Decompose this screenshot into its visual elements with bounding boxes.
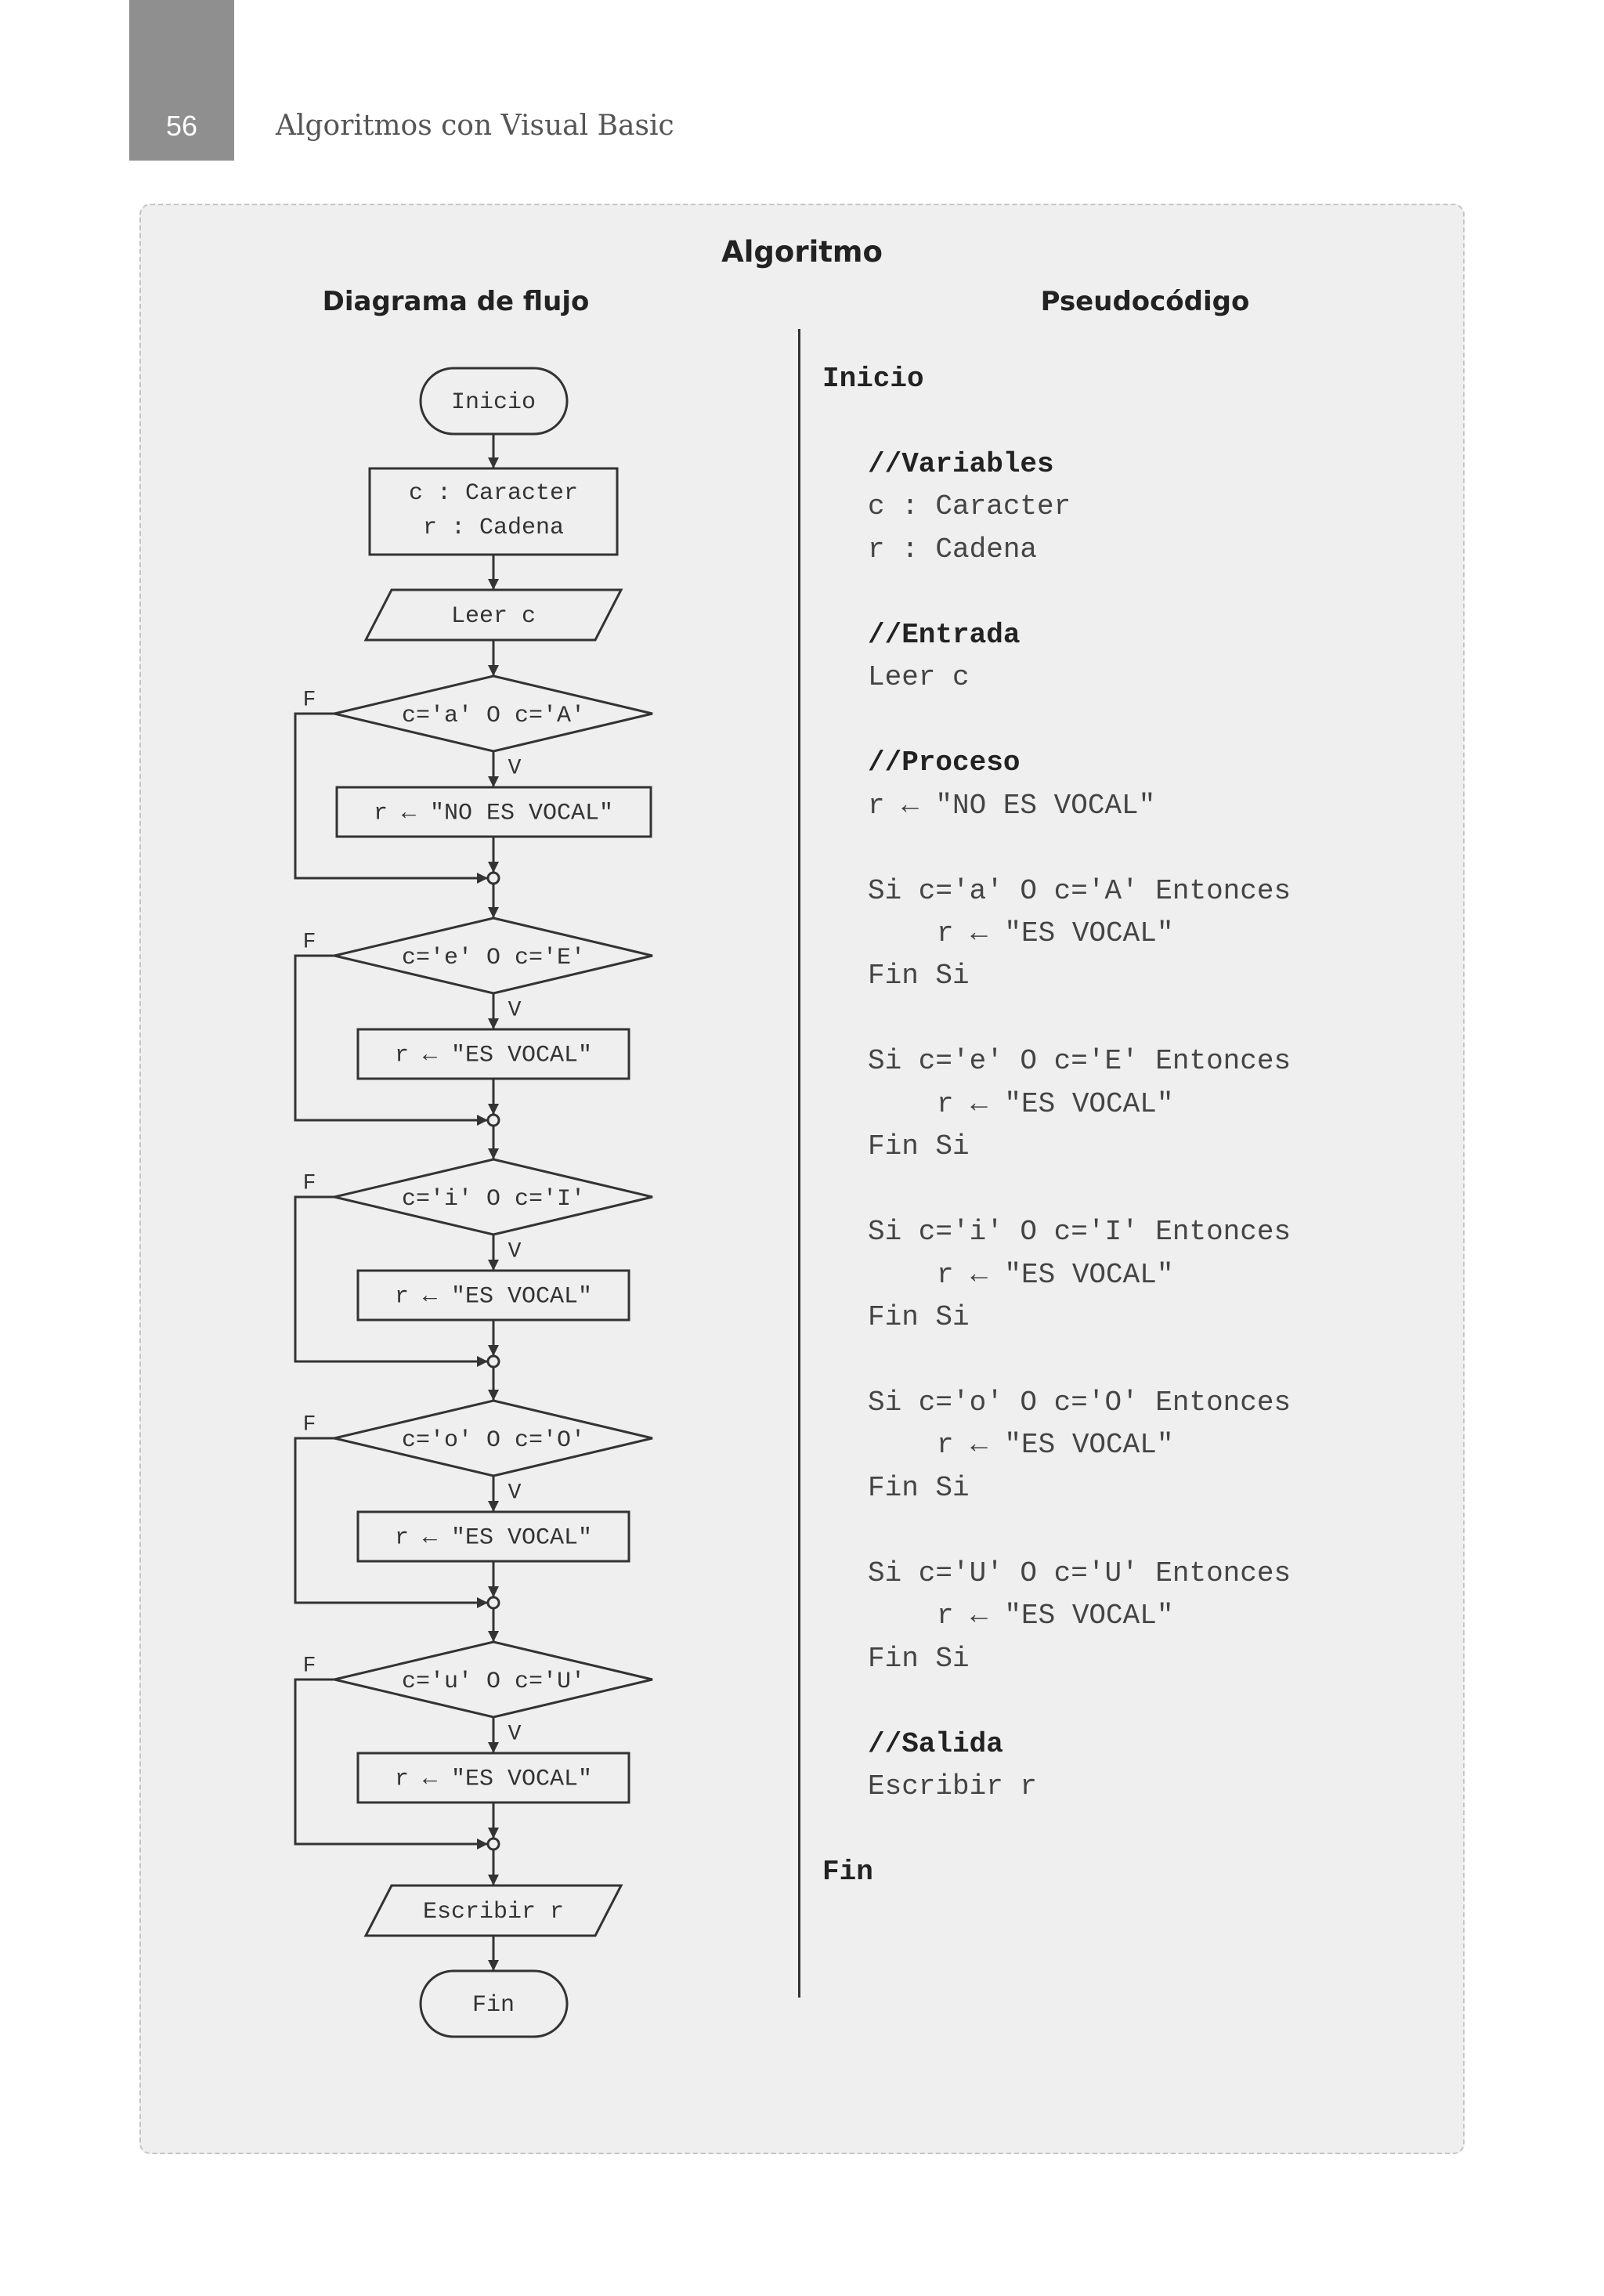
pseudocode-line: Si c='e' O c='E' Entonces — [868, 1045, 1292, 1077]
connector-decision-1-false — [295, 714, 488, 878]
connector-decision-4-false — [295, 1438, 488, 1603]
assignment-5-label: r ← "ES VOCAL" — [394, 1766, 593, 1793]
pseudocode-line: r : Cadena — [868, 533, 1038, 566]
flowchart-heading: Diagrama de flujo — [322, 286, 590, 317]
connector-decision-1-true-arrowhead — [488, 776, 499, 787]
pseudocode-line: Inicio — [822, 363, 924, 395]
connector-assignment-2-junction-arrowhead — [488, 1104, 499, 1115]
pseudocode-line: //Variables — [868, 448, 1054, 480]
pseudocode-heading: Pseudocódigo — [1040, 286, 1250, 317]
connector-decision-2-false — [295, 956, 488, 1120]
pseudocode-line: r ← "ES VOCAL" — [937, 1088, 1174, 1120]
page-number: 56 — [165, 110, 198, 142]
connector-decision-5-true-arrowhead — [488, 1742, 499, 1753]
decision-2-condition: c='e' O c='E' — [401, 944, 586, 971]
decision-5-condition: c='u' O c='U' — [401, 1668, 586, 1695]
pseudocode-line: Si c='o' O c='O' Entonces — [868, 1387, 1292, 1419]
connector-junction-5-next-arrowhead — [488, 1875, 499, 1886]
junction-2 — [488, 1115, 499, 1126]
connector-output-end-arrowhead — [488, 1960, 499, 1971]
pseudocode-line: //Proceso — [868, 747, 1021, 779]
pseudocode-line: Si c='U' O c='U' Entonces — [868, 1557, 1292, 1589]
connector-junction-2-next-arrowhead — [488, 1148, 499, 1159]
connector-decision-3-true-arrowhead — [488, 1260, 499, 1271]
assignment-2-label: r ← "ES VOCAL" — [394, 1042, 593, 1069]
pseudocode-line: r ← "NO ES VOCAL" — [868, 790, 1156, 822]
connector-input-decision-1-arrowhead — [488, 665, 499, 676]
panel-title: Algoritmo — [721, 235, 883, 269]
pseudocode-line: Fin Si — [868, 960, 970, 992]
decision-3-false-label: F — [302, 1171, 316, 1196]
connector-decision-5-false — [295, 1680, 488, 1844]
decision-3-true-label: V — [508, 1239, 522, 1264]
assignment-1-label: r ← "NO ES VOCAL" — [373, 800, 614, 827]
junction-4 — [488, 1597, 499, 1608]
junction-1 — [488, 873, 499, 884]
start-label: Inicio — [450, 389, 536, 416]
end-label: Fin — [471, 1991, 515, 2019]
decision-4-condition: c='o' O c='O' — [401, 1426, 586, 1454]
connector-decision-2-false-arrowhead — [477, 1115, 488, 1126]
connector-assignment-4-junction-arrowhead — [488, 1586, 499, 1597]
decision-3-condition: c='i' O c='I' — [401, 1185, 586, 1213]
pseudocode-line: Si c='i' O c='I' Entonces — [868, 1216, 1292, 1248]
assignment-4-label: r ← "ES VOCAL" — [394, 1524, 593, 1552]
decision-1-condition: c='a' O c='A' — [401, 702, 586, 729]
connector-decision-4-false-arrowhead — [477, 1597, 488, 1608]
connector-assignment-3-junction-arrowhead — [488, 1345, 499, 1356]
decision-5-false-label: F — [302, 1654, 316, 1679]
connector-assignment-1-junction-arrowhead — [488, 862, 499, 873]
junction-5 — [488, 1839, 499, 1849]
connector-junction-1-next-arrowhead — [488, 907, 499, 918]
declaration-r: r : Cadena — [422, 514, 565, 541]
pseudocode-line: //Entrada — [868, 619, 1021, 651]
junction-3 — [488, 1356, 499, 1367]
connector-decision-3-false — [295, 1197, 488, 1361]
running-header-title: Algoritmos con Visual Basic — [276, 110, 674, 142]
pseudocode-line: //Salida — [868, 1728, 1003, 1760]
decision-2-true-label: V — [508, 998, 522, 1023]
assignment-3-label: r ← "ES VOCAL" — [394, 1283, 593, 1311]
pseudocode-line: Fin — [822, 1856, 873, 1888]
pseudocode-line: Escribir r — [868, 1770, 1038, 1802]
decision-4-false-label: F — [302, 1412, 316, 1437]
connector-start-declarations-arrowhead — [488, 457, 499, 468]
input-label: Leer c — [450, 602, 536, 630]
flowchart-nodes — [303, 368, 652, 2037]
pseudocode-line: r ← "ES VOCAL" — [937, 1259, 1174, 1291]
pseudocode-line: Si c='a' O c='A' Entonces — [868, 875, 1292, 907]
connector-junction-4-next-arrowhead — [488, 1631, 499, 1642]
decision-2-false-label: F — [302, 930, 316, 955]
pseudocode-line: r ← "ES VOCAL" — [937, 1600, 1174, 1632]
connector-decision-4-true-arrowhead — [488, 1501, 499, 1512]
decision-4-true-label: V — [508, 1481, 522, 1506]
pseudocode-line: Leer c — [868, 661, 970, 693]
decision-5-true-label: V — [508, 1722, 522, 1747]
pseudocode-line: Fin Si — [868, 1130, 970, 1162]
output-label: Escribir r — [422, 1898, 565, 1925]
connector-junction-3-next-arrowhead — [488, 1390, 499, 1401]
connector-decision-2-true-arrowhead — [488, 1018, 499, 1029]
pseudocode-line: Fin Si — [868, 1472, 970, 1504]
connector-assignment-5-junction-arrowhead — [488, 1828, 499, 1839]
pseudocode-line: Fin Si — [868, 1643, 970, 1675]
connector-decision-3-false-arrowhead — [477, 1356, 488, 1367]
decision-1-true-label: V — [508, 756, 522, 781]
pseudocode-line: r ← "ES VOCAL" — [937, 1429, 1174, 1461]
connector-declarations-input-arrowhead — [488, 579, 499, 590]
pseudocode-line: c : Caracter — [868, 490, 1071, 522]
pseudocode-line: r ← "ES VOCAL" — [937, 917, 1174, 949]
declaration-c: c : Caracter — [408, 479, 579, 507]
decision-1-false-label: F — [302, 688, 316, 713]
pseudocode-line: Fin Si — [868, 1301, 970, 1333]
connector-decision-5-false-arrowhead — [477, 1839, 488, 1849]
connector-decision-1-false-arrowhead — [477, 873, 488, 884]
